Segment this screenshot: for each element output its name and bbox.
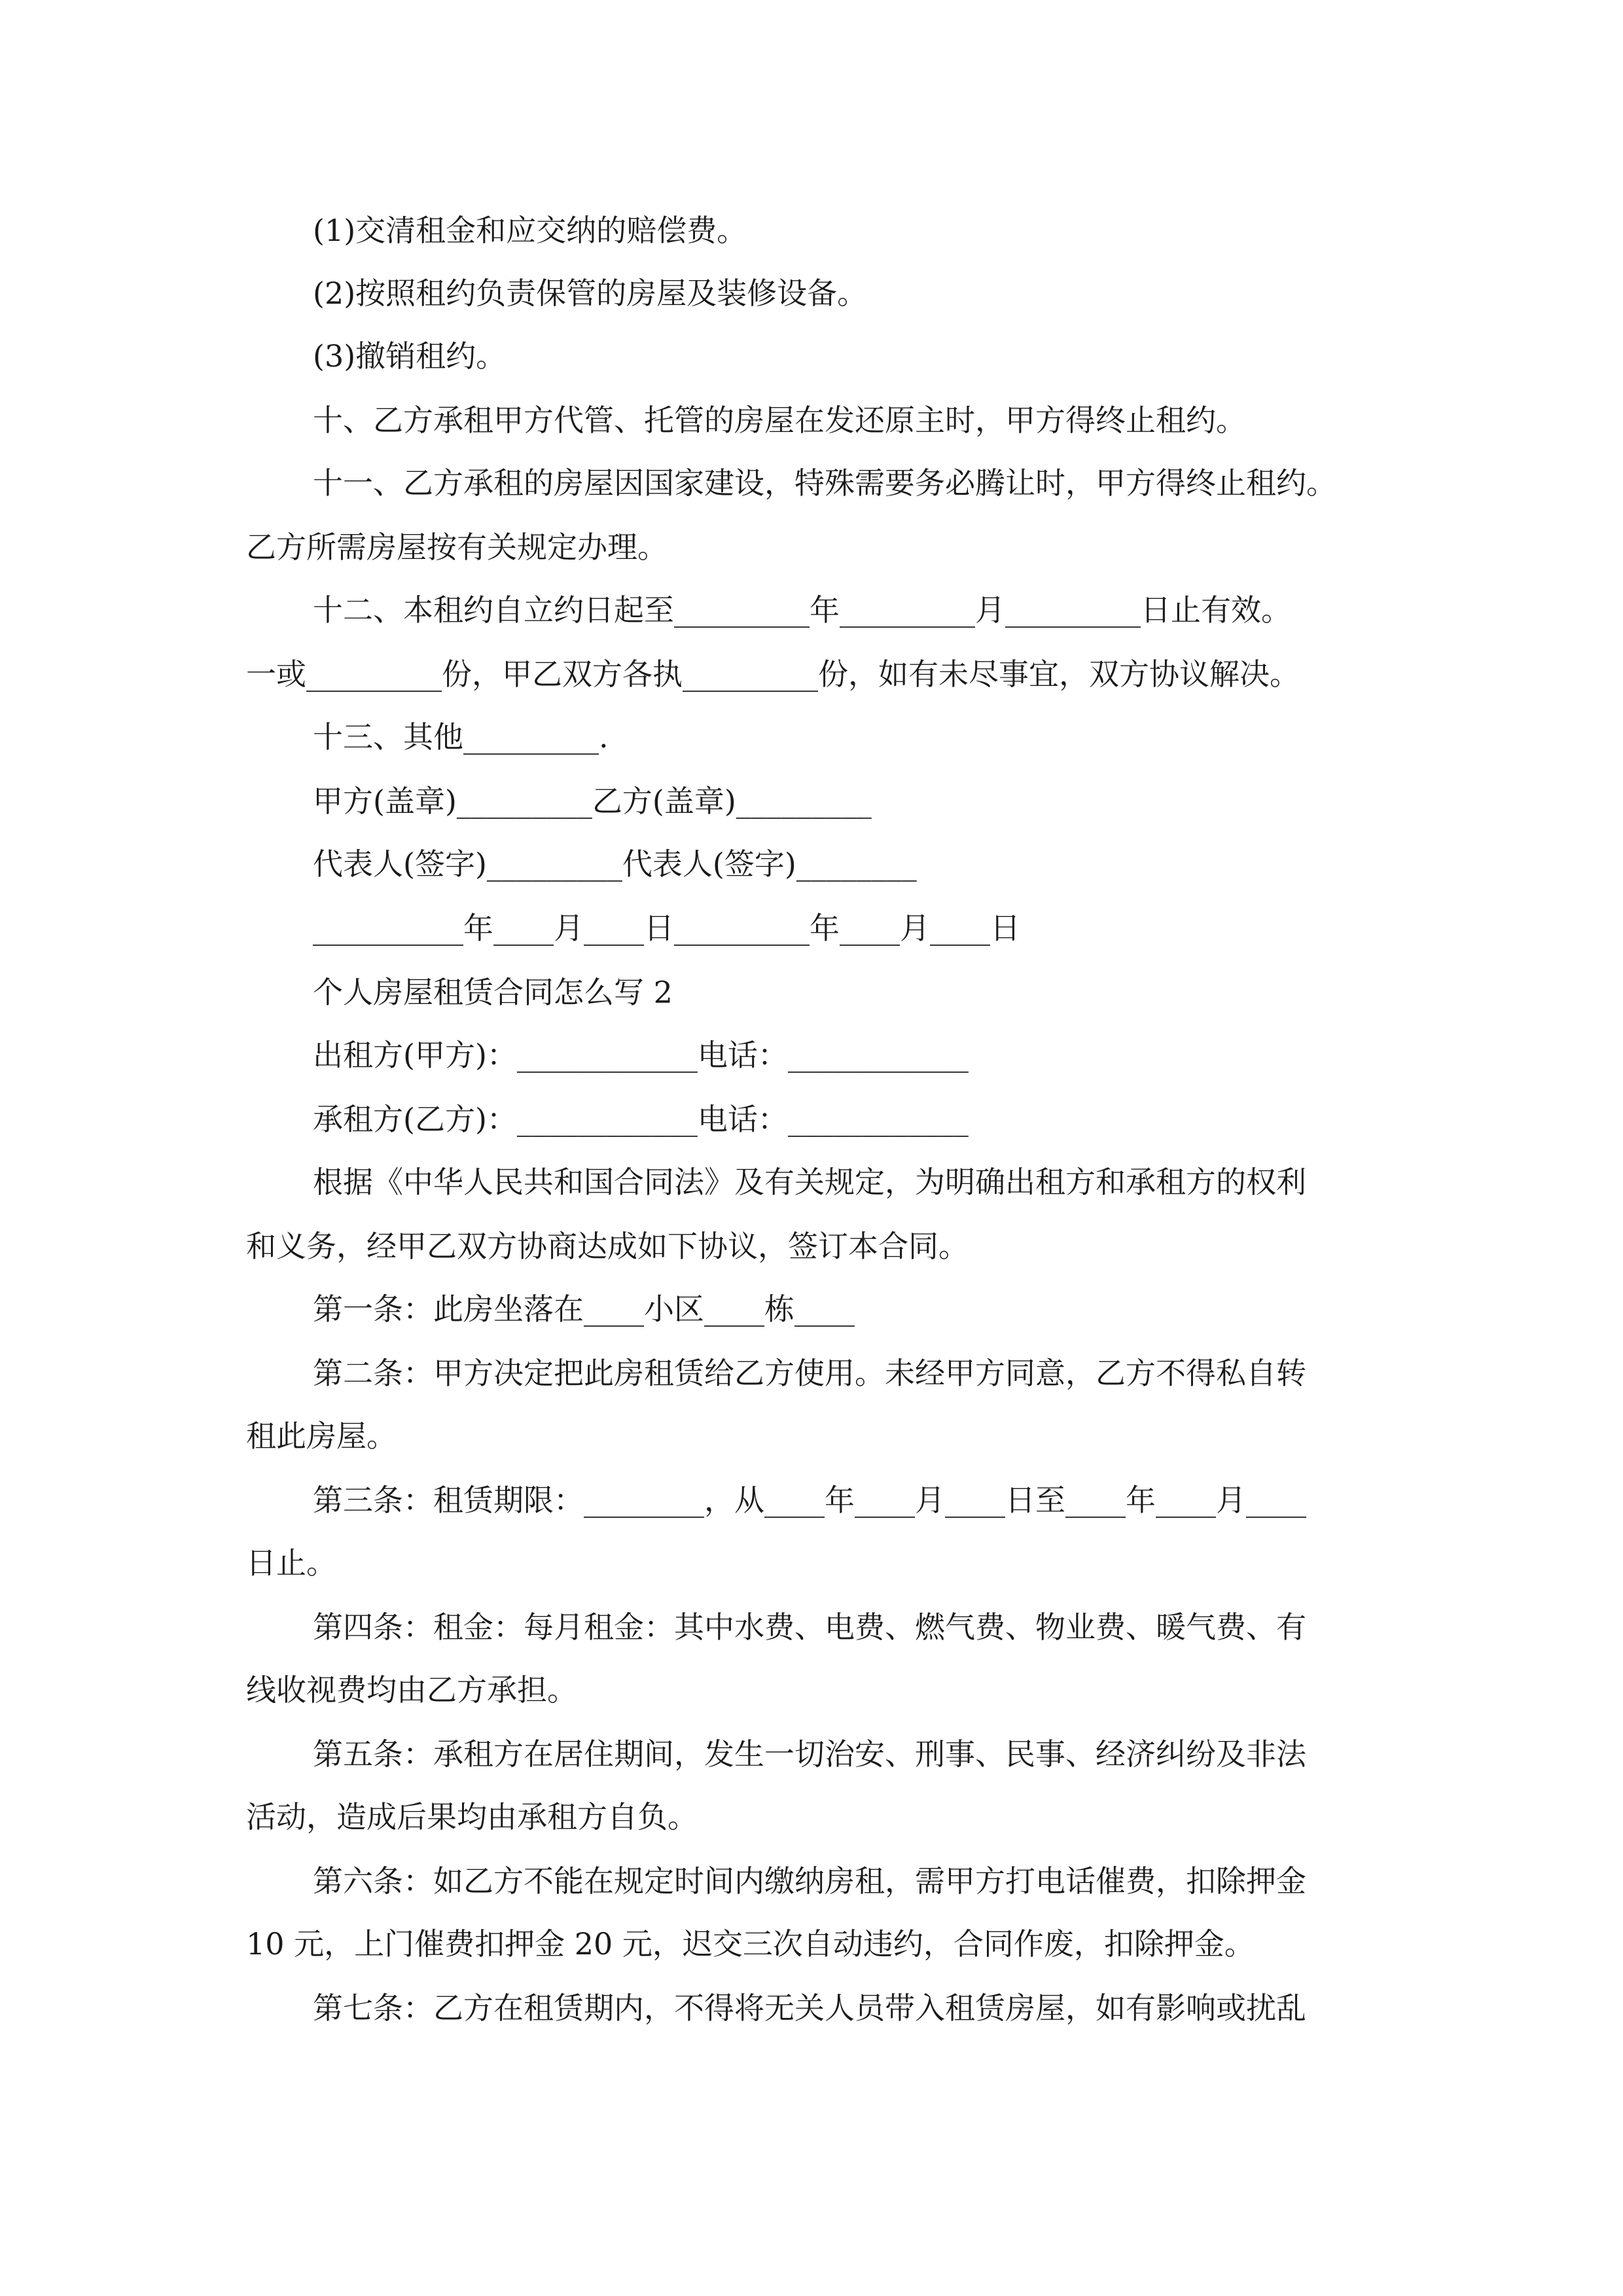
- text-line: 十一、乙方承租的房屋因国家建设，特殊需要务必腾让时，甲方得终止租约。: [313, 465, 1336, 501]
- text-line: 代表人(签字)_________代表人(签字)________: [313, 846, 917, 882]
- text-line: 第六条：如乙方不能在规定时间内缴纳房租，需甲方打电话催费，扣除押金: [313, 1863, 1306, 1899]
- text-line: 根据《中华人民共和国合同法》及有关规定，为明确出租方和承租方的权利: [313, 1164, 1306, 1200]
- text-line: 十三、其他_________.: [313, 719, 609, 755]
- text-line: 第三条：租赁期限：________，从____年____月____日至____年____月____: [313, 1482, 1306, 1518]
- text-line: __________年____月____日_________年____月____日: [313, 910, 1020, 946]
- text-line: 10 元，上门催费扣押金 20 元，迟交三次自动违约，合同作废，扣除押金。: [246, 1926, 1255, 1962]
- text-line: 第一条：此房坐落在____小区____栋____: [313, 1291, 855, 1327]
- text-line: 租此房屋。: [246, 1418, 397, 1454]
- text-line: 第七条：乙方在租赁期内，不得将无关人员带入租赁房屋，如有影响或扰乱: [313, 1990, 1306, 2026]
- text-line: 日止。: [246, 1545, 336, 1581]
- text-line: 甲方(盖章)_________乙方(盖章)_________: [313, 783, 872, 819]
- text-line: 十二、本租约自立约日起至_________年_________月_________日止有效。: [313, 592, 1291, 628]
- text-line: (2)按照租约负责保管的房屋及装修设备。: [313, 276, 868, 311]
- text-line: 活动，造成后果均由承租方自负。: [246, 1799, 698, 1835]
- text-line: 第二条：甲方决定把此房租赁给乙方使用。未经甲方同意，乙方不得私自转: [313, 1355, 1306, 1391]
- text-line: 和义务，经甲乙双方协商达成如下协议，签订本合同。: [246, 1229, 969, 1264]
- section-heading: 个人房屋租赁合同怎么写 2: [313, 975, 673, 1010]
- text-line: 乙方所需房屋按有关规定办理。: [246, 529, 668, 565]
- text-line: 出租方(甲方)：____________电话：____________: [313, 1037, 969, 1073]
- text-line: (3)撤销租约。: [313, 338, 507, 374]
- text-line: 线收视费均由乙方承担。: [246, 1672, 577, 1708]
- text-line: 第五条：承租方在居住期间，发生一切治安、刑事、民事、经济纠纷及非法: [313, 1736, 1306, 1772]
- text-line: 承租方(乙方)：____________电话：____________: [313, 1102, 969, 1137]
- text-line: (1)交清租金和应交纳的赔偿费。: [313, 213, 747, 248]
- text-line: 十、乙方承租甲方代管、托管的房屋在发还原主时，甲方得终止租约。: [313, 403, 1246, 438]
- text-line: 一或_________份，甲乙双方各执_________份，如有未尽事宜，双方协议解决。: [246, 656, 1300, 692]
- text-line: 第四条：租金：每月租金：其中水费、电费、燃气费、物业费、暖气费、有: [313, 1609, 1306, 1645]
